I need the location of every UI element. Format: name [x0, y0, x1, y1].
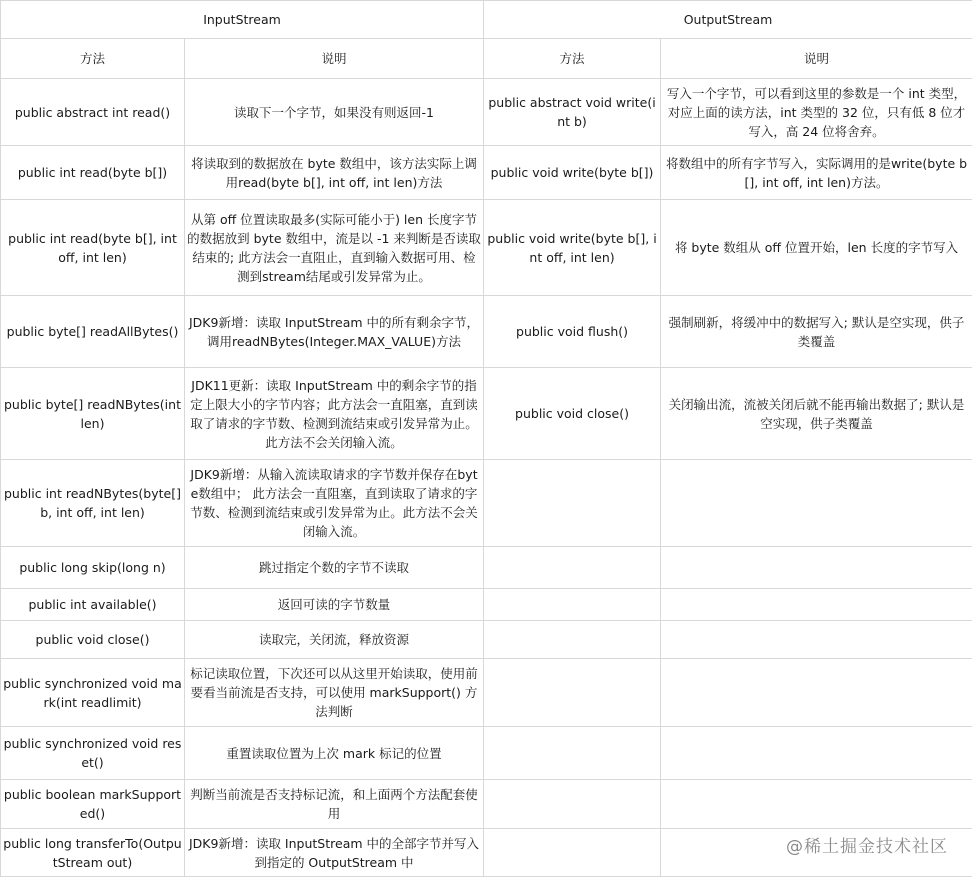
output-desc-header: 说明 [661, 39, 972, 79]
table-row [1, 780, 972, 829]
output-desc-cell [661, 727, 972, 780]
output-method-cell [484, 829, 661, 877]
input-desc-cell: 重置读取位置为上次 mark 标记的位置 [185, 727, 484, 780]
table-row [1, 146, 972, 200]
output-method-cell [484, 621, 661, 659]
input-method-header: 方法 [1, 39, 185, 79]
output-desc-cell: 将数组中的所有字节写入，实际调用的是write(byte b[], int off, int len)方法。 [661, 146, 972, 200]
input-method-cell: public long skip(long n) [1, 547, 185, 589]
input-desc-cell: JDK9新增：读取 InputStream 中的全部字节并写入到指定的 OutputStream 中 [185, 829, 484, 877]
input-desc-cell: JDK9新增：从输入流读取请求的字节数并保存在byte数组中； 此方法会一直阻塞，直到读取了请求的字节数、检测到流结束或引发异常为止。此方法不会关闭输入流。 [185, 460, 484, 547]
table-row [1, 727, 972, 780]
output-method-cell [484, 589, 661, 621]
table-row [1, 589, 972, 621]
input-method-cell: public long transferTo(OutputStream out) [1, 829, 185, 877]
table-row [1, 200, 972, 296]
output-method-cell: public void write(byte b[], int off, int len) [484, 200, 661, 296]
output-desc-cell: 关闭输出流，流被关闭后就不能再输出数据了; 默认是空实现，供子类覆盖 [661, 368, 972, 460]
output-desc-cell: 强制刷新，将缓冲中的数据写入; 默认是空实现，供子类覆盖 [661, 296, 972, 368]
output-method-cell: public void close() [484, 368, 661, 460]
output-desc-cell [661, 659, 972, 727]
output-method-cell [484, 460, 661, 547]
output-desc-cell [661, 547, 972, 589]
table-row [1, 79, 972, 146]
table-row [1, 547, 972, 589]
output-desc-cell [661, 589, 972, 621]
input-method-cell: public int available() [1, 589, 185, 621]
output-method-cell [484, 659, 661, 727]
inputstream-header: InputStream [1, 1, 484, 39]
input-method-cell: public byte[] readNBytes(int len) [1, 368, 185, 460]
table-row [1, 368, 972, 460]
input-method-cell: public int readNBytes(byte[] b, int off, int len) [1, 460, 185, 547]
output-method-cell: public void write(byte b[]) [484, 146, 661, 200]
input-method-cell: public boolean markSupported() [1, 780, 185, 829]
input-method-cell: public int read(byte b[]) [1, 146, 185, 200]
input-desc-cell: 读取完，关闭流，释放资源 [185, 621, 484, 659]
outputstream-header: OutputStream [484, 1, 972, 39]
input-desc-cell: JDK11更新：读取 InputStream 中的剩余字节的指定上限大小的字节内容；此方法会一直阻塞，直到读取了请求的字节数、检测到流结束或引发异常为止。此方法不会关闭输入流。 [185, 368, 484, 460]
input-method-cell: public abstract int read() [1, 79, 185, 146]
input-desc-cell: 标记读取位置，下次还可以从这里开始读取，使用前要看当前流是否支持，可以使用 markSupport() 方法判断 [185, 659, 484, 727]
input-desc-header: 说明 [185, 39, 484, 79]
table-row [1, 296, 972, 368]
input-desc-cell: 从第 off 位置读取最多(实际可能小于) len 长度字节的数据放到 byte 数组中，流是以 -1 来判断是否读取结束的; 此方法会一直阻止，直到输入数据可用、检测到stream结尾或引发异常为止。 [185, 200, 484, 296]
output-desc-cell: 将 byte 数组从 off 位置开始，len 长度的字节写入 [661, 200, 972, 296]
input-method-cell: public synchronized void reset() [1, 727, 185, 780]
output-desc-cell [661, 460, 972, 547]
input-desc-cell: 返回可读的字节数量 [185, 589, 484, 621]
output-method-cell [484, 780, 661, 829]
output-method-cell: public abstract void write(int b) [484, 79, 661, 146]
table-row [1, 659, 972, 727]
table-row [1, 621, 972, 659]
table-row [1, 460, 972, 547]
output-method-cell: public void flush() [484, 296, 661, 368]
input-method-cell: public void close() [1, 621, 185, 659]
input-desc-cell: 跳过指定个数的字节不读取 [185, 547, 484, 589]
input-method-cell: public int read(byte b[], int off, int len) [1, 200, 185, 296]
output-desc-cell [661, 621, 972, 659]
input-method-cell: public synchronized void mark(int readlimit) [1, 659, 185, 727]
input-desc-cell: JDK9新增：读取 InputStream 中的所有剩余字节，调用readNBytes(Integer.MAX_VALUE)方法 [185, 296, 484, 368]
output-method-cell [484, 727, 661, 780]
input-desc-cell: 将读取到的数据放在 byte 数组中，该方法实际上调用read(byte b[], int off, int len)方法 [185, 146, 484, 200]
watermark: @稀土掘金技术社区 [786, 837, 948, 857]
output-desc-cell [661, 780, 972, 829]
output-method-header: 方法 [484, 39, 661, 79]
input-method-cell: public byte[] readAllBytes() [1, 296, 185, 368]
input-desc-cell: 判断当前流是否支持标记流，和上面两个方法配套使用 [185, 780, 484, 829]
output-method-cell [484, 547, 661, 589]
input-desc-cell: 读取下一个字节，如果没有则返回-1 [185, 79, 484, 146]
output-desc-cell: 写入一个字节，可以看到这里的参数是一个 int 类型，对应上面的读方法，int 类型的 32 位，只有低 8 位才写入，高 24 位将舍弃。 [661, 79, 972, 146]
